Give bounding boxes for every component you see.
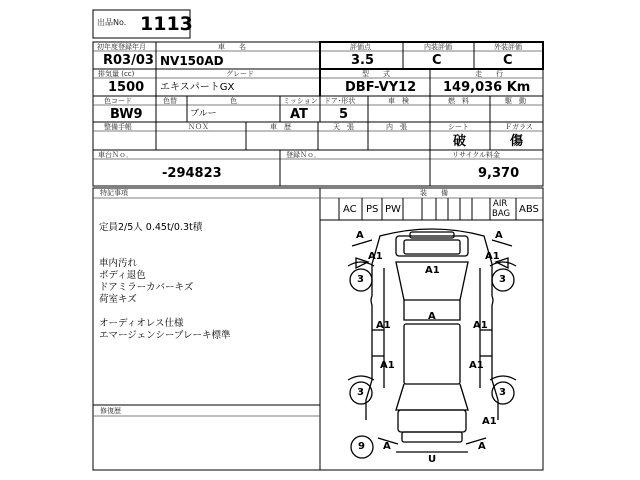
- transmission-value: AT: [290, 107, 308, 122]
- color-label: 色: [230, 97, 237, 105]
- note-line: 車内汚れ: [99, 258, 138, 269]
- mark-rear-right-corner: A1: [482, 416, 497, 427]
- score-label: 評価点: [350, 43, 371, 51]
- mark-right-rear-door: A1: [469, 360, 484, 371]
- seat-value: 破: [453, 134, 467, 149]
- car-name-value: NV150AD: [160, 54, 224, 68]
- displacement-value: 1500: [108, 80, 145, 95]
- model-label: 型 式: [362, 70, 390, 78]
- reg-date-label: 初年度登録年月: [97, 43, 146, 51]
- equipment-pw: PW: [385, 204, 401, 215]
- equipment-ps: PS: [366, 204, 379, 215]
- manual-label: 整備手帳: [104, 123, 132, 131]
- mark-bottom: U: [428, 454, 437, 465]
- equipment-airbag-line1: AIR: [493, 199, 508, 209]
- mark-front-left: A: [356, 230, 364, 241]
- notes-list: [99, 222, 317, 342]
- tire-rear-right: 3: [499, 387, 506, 398]
- color-code-label: 色コード: [104, 97, 132, 105]
- note-line: オーディオレス仕様: [99, 318, 184, 329]
- lot-number: 1113: [140, 13, 193, 35]
- note-line: ドアミラーカバーキズ: [99, 282, 194, 293]
- spare-tire: 9: [358, 441, 365, 452]
- note-line: [99, 234, 317, 246]
- displacement-label: 排気量 (cc): [98, 70, 135, 78]
- reg-no-label: 登録Ｎｏ．: [286, 151, 321, 159]
- color-code-value: BW9: [110, 107, 143, 122]
- note-line: [99, 246, 317, 258]
- equipment-airbag-line2: BAG: [492, 209, 511, 219]
- tire-front-left: 3: [357, 274, 364, 285]
- ceiling-label: 天 張: [333, 123, 354, 131]
- reg-date-value: R03/03: [103, 53, 154, 68]
- grade-value: エキスパートGX: [160, 82, 235, 93]
- exterior-score-value: C: [503, 53, 513, 68]
- mark-left-door: A1: [376, 320, 391, 331]
- score-value: 3.5: [351, 53, 375, 68]
- history-label: 車 歴: [270, 123, 291, 131]
- chassis-label: 車台Ｎｏ．: [98, 151, 133, 159]
- exterior-score-label: 外装評価: [494, 43, 522, 51]
- tire-rear-left: 3: [357, 387, 364, 398]
- note-line: ボディ退色: [99, 270, 146, 281]
- notes-label: 特記事項: [100, 189, 128, 197]
- equipment-abs: ABS: [519, 204, 539, 215]
- glass-value: 傷: [510, 134, 524, 149]
- chassis-value: -294823: [162, 166, 222, 181]
- transmission-label: ミッション: [283, 97, 318, 105]
- seat-label: シート: [448, 123, 469, 131]
- inspection-label: 車 検: [388, 97, 409, 105]
- interior-score-value: C: [432, 53, 442, 68]
- mark-roof: A: [428, 311, 436, 322]
- glass-label: Ｆガラス: [505, 123, 533, 131]
- mileage-value: 149,036 Km: [443, 80, 531, 95]
- doors-label: ドア･形状: [324, 97, 356, 105]
- mark-rear-left: A: [383, 441, 391, 452]
- drive-label: 駆 動: [505, 97, 526, 105]
- interior-trim-label: 内 張: [386, 123, 407, 131]
- model-value: DBF-VY12: [345, 80, 417, 95]
- mileage-label: 走 行: [475, 70, 503, 78]
- doors-value: 5: [339, 107, 349, 122]
- recycle-value: 9,370: [478, 166, 520, 181]
- mark-right-door: A1: [473, 320, 488, 331]
- mark-front-right-corner: A1: [485, 251, 500, 262]
- mark-hood: A1: [425, 265, 440, 276]
- fuel-label: 燃 料: [448, 97, 469, 105]
- color-change-label: 色替: [163, 97, 177, 105]
- mark-front-left-corner: A1: [368, 251, 383, 262]
- note-line: 定員2/5人 0.45t/0.3t積: [99, 222, 203, 233]
- note-line: エマージェンシーブレーキ標準: [99, 330, 231, 341]
- equipment-label: 装 備: [420, 189, 448, 197]
- equipment-ac: AC: [343, 204, 357, 215]
- grade-label: グレード: [226, 70, 254, 78]
- note-line: 荷室キズ: [99, 294, 137, 305]
- mark-left-rear-door: A1: [380, 360, 395, 371]
- nox-label: ＮＯＸ: [188, 123, 209, 131]
- car-name-label: 車 名: [218, 43, 246, 51]
- note-line: [99, 306, 317, 318]
- repair-history-label: 修復歴: [100, 407, 121, 415]
- color-value: ブルー: [190, 109, 217, 119]
- interior-score-label: 内装評価: [424, 43, 452, 51]
- mark-rear-right: A: [478, 441, 486, 452]
- lot-label: 出品No.: [97, 18, 127, 27]
- mark-front-right: A: [495, 230, 503, 241]
- recycle-label: リサイクル料金: [452, 151, 501, 159]
- tire-front-right: 3: [499, 274, 506, 285]
